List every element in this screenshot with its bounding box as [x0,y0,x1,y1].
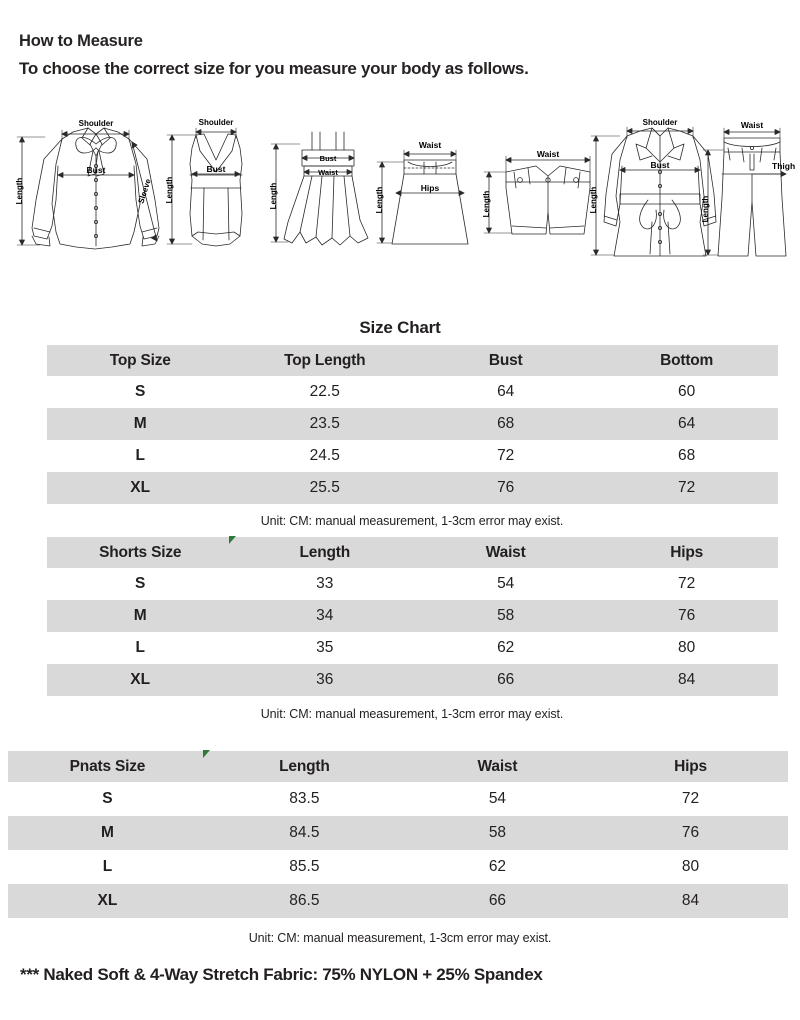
blouse-illustration [17,128,159,249]
table-row [8,884,788,918]
table-row [8,850,788,884]
column-header-waist: Waist [477,757,518,775]
cell-bust: 64 [497,383,515,400]
cell-size: M [133,415,147,432]
measurement-illustrations [0,104,800,266]
svg-text:Shoulder: Shoulder [642,118,678,127]
cell-size: S [102,790,113,807]
size-table-tops [47,345,778,504]
table-row [47,408,778,440]
size-table-shorts [47,537,778,696]
cell-hips: 80 [681,858,700,875]
cell-length: 83.5 [289,790,320,807]
size-table-pants [8,751,788,918]
svg-text:Length: Length [589,186,598,214]
camisole-illustration [167,128,242,246]
column-header-bottom: Bottom [660,351,714,369]
cell-bust: 68 [497,415,515,432]
cell-length: 36 [316,671,334,688]
column-header-length: Length [299,543,350,561]
cell-waist: 62 [488,858,507,875]
cell-hips: 76 [681,824,700,841]
header-block [19,28,779,84]
svg-text:Waist: Waist [536,149,560,159]
cell-bottom: 72 [677,479,696,496]
table-row [8,816,788,850]
skirt-illustration [377,150,468,244]
size-chart-title: Size Chart [359,318,441,337]
svg-text:Bust: Bust [206,164,226,174]
column-header-bust: Bust [488,351,523,369]
table-row [8,782,788,816]
cell-length: 35 [316,639,334,656]
cell-waist: 54 [497,575,515,592]
table-header-row [47,345,778,376]
cell-size: XL [130,671,151,688]
cell-size: XL [130,479,151,496]
cell-bottom: 64 [677,415,696,432]
column-header-size: Pnats Size [69,757,146,775]
trench-coat-illustration [591,127,716,256]
svg-text:Length: Length [165,176,174,204]
svg-text:Length: Length [15,177,24,205]
cell-length: 85.5 [289,858,320,875]
column-header-size: Shorts Size [99,543,182,561]
column-header-hips: Hips [674,757,707,775]
table-row [47,440,778,472]
svg-text:Length: Length [375,186,384,214]
svg-text:Waist: Waist [318,168,338,177]
cell-size: M [100,824,114,841]
svg-text:Bust: Bust [86,165,106,175]
column-header-waist: Waist [485,543,526,561]
cell-hips: 72 [681,790,700,807]
svg-text:Hips: Hips [420,183,440,193]
sundress-illustration [271,132,368,245]
cell-size: M [133,607,147,624]
svg-text:Shoulder: Shoulder [78,119,114,128]
shorts-illustration [484,156,590,234]
svg-text:Thigh: Thigh [772,161,796,171]
svg-text:Waist: Waist [418,140,442,150]
pants-illustration [703,128,786,256]
svg-text:Shoulder: Shoulder [198,118,234,127]
cell-waist: 58 [497,607,515,624]
cell-size: S [135,575,146,592]
cell-size: S [135,383,146,400]
cell-size: XL [97,892,118,909]
cell-size: L [135,447,145,464]
page-title: How to Measure [19,32,143,50]
cell-length: 34 [316,607,334,624]
fabric-note: *** Naked Soft & 4-Way Stretch Fabric: 75% NYLON + 25% Spandex [20,965,543,984]
cell-length: 22.5 [309,383,340,400]
cell-bust: 72 [497,447,515,464]
table-row [47,632,778,664]
table-header-row [47,537,778,568]
cell-waist: 66 [497,671,515,688]
cell-hips: 76 [677,607,696,624]
cell-size: L [135,639,145,656]
cell-size: L [102,858,113,875]
cell-bust: 76 [497,479,515,496]
unit-note-tops: Unit: CM: manual measurement, 1-3cm error may exist. [260,514,564,528]
cell-hips: 84 [681,892,700,909]
cell-hips: 80 [677,639,696,656]
cell-length: 23.5 [309,415,340,432]
column-header-hips: Hips [670,543,704,561]
svg-text:Bust: Bust [650,160,670,170]
cell-length: 24.5 [309,447,340,464]
column-header-length: Length [279,757,330,775]
svg-text:Sleeve: Sleeve [136,177,153,205]
unit-note-pants: Unit: CM: manual measurement, 1-3cm error may exist. [248,931,552,945]
cell-waist: 54 [488,790,507,807]
cell-length: 84.5 [289,824,320,841]
svg-text:Waist: Waist [740,120,764,130]
cell-length: 33 [316,575,334,592]
table-row [47,472,778,504]
table-header-row [8,751,788,782]
svg-text:Length: Length [701,195,710,223]
svg-text:Bust: Bust [319,154,337,163]
table-row [47,600,778,632]
cell-waist: 58 [488,824,507,841]
column-header-length: Top Length [284,351,366,369]
unit-note-shorts: Unit: CM: manual measurement, 1-3cm error may exist. [260,707,564,721]
cell-hips: 72 [677,575,696,592]
cell-length: 86.5 [289,892,320,909]
cell-bottom: 60 [677,383,696,400]
cell-waist: 66 [488,892,507,909]
page-subtitle: To choose the correct size for you measure your body as follows. [19,59,529,78]
column-header-size: Top Size [109,351,171,369]
cell-length: 25.5 [309,479,340,496]
table-row [47,568,778,600]
cell-bottom: 68 [677,447,696,464]
svg-text:Length: Length [269,182,278,210]
cell-hips: 84 [677,671,696,688]
cell-waist: 62 [497,639,515,656]
svg-text:Length: Length [482,190,491,218]
table-row [47,376,778,408]
table-row [47,664,778,696]
